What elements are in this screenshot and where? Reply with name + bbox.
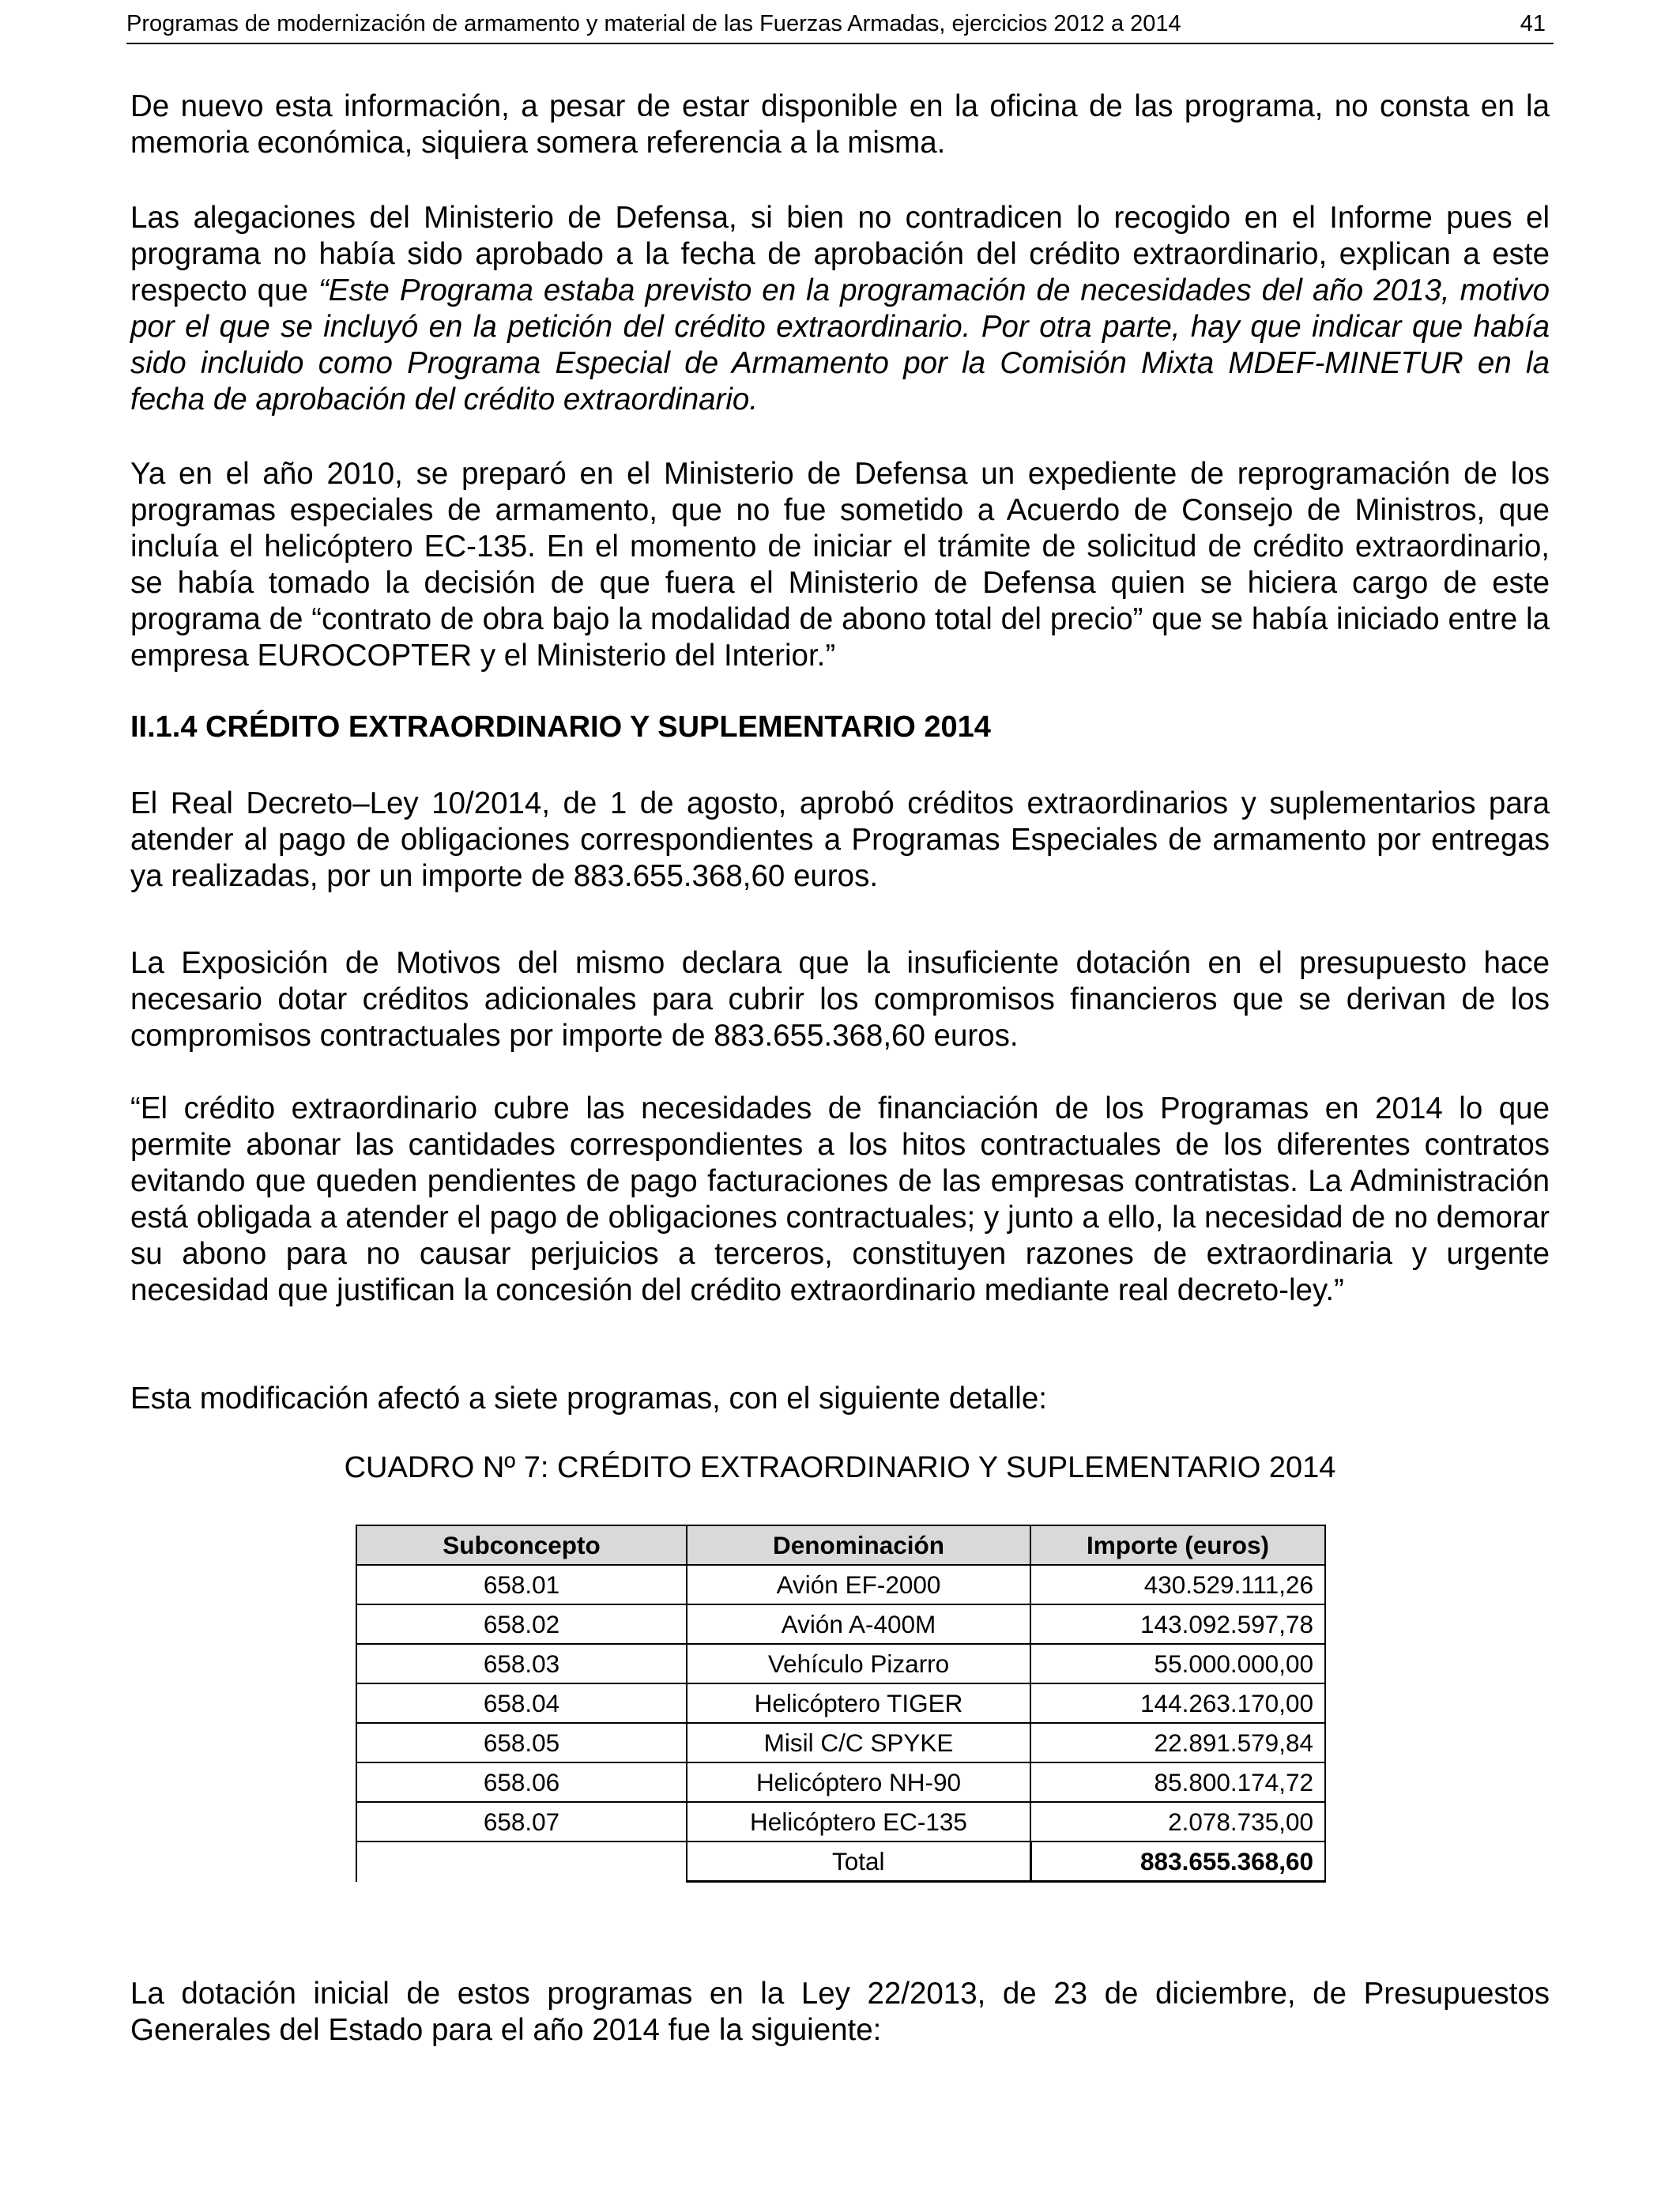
cell-importe: 143.092.597,78: [1030, 1604, 1325, 1644]
credit-table: [356, 1525, 1326, 1883]
table-row: [356, 1604, 1325, 1644]
cell-subconcepto: 658.02: [356, 1604, 687, 1644]
cell-denominacion: Avión EF-2000: [687, 1565, 1030, 1604]
cell-subconcepto: 658.05: [356, 1723, 687, 1762]
cell-subconcepto: 658.04: [356, 1683, 687, 1723]
paragraph-2: [130, 200, 1550, 418]
table-row: [356, 1644, 1325, 1683]
table-row: [356, 1565, 1325, 1604]
cell-importe: 55.000.000,00: [1030, 1644, 1325, 1683]
cell-subconcepto: 658.07: [356, 1802, 687, 1842]
paragraph-5: La Exposición de Motivos del mismo declara que la insuficiente dotación en el presupuesto hace necesario dotar créditos adicionales para cubrir los compromisos financieros que se derivan de los compromisos contractuales por importe de 883.655.368,60 euros.: [130, 946, 1550, 1053]
paragraph-2-normal: Las alegaciones del Ministerio de Defensa, si bien no contradicen lo recogido en el Informe pues el programa no había sido aprobado a la fecha de aprobación del crédito extraordinario, explican a este respecto que: [130, 201, 1550, 307]
section-heading: II.1.4 CRÉDITO EXTRAORDINARIO Y SUPLEMENTARIO 2014: [130, 711, 991, 744]
cell-importe: 144.263.170,00: [1030, 1683, 1325, 1723]
col-header-subconcepto: Subconcepto: [356, 1525, 687, 1565]
cell-denominacion: Vehículo Pizarro: [687, 1644, 1030, 1683]
table-header-row: [356, 1525, 1325, 1565]
cell-denominacion: Helicóptero EC-135: [687, 1802, 1030, 1842]
table-row: [356, 1762, 1325, 1802]
cell-importe: 2.078.735,00: [1030, 1802, 1325, 1842]
paragraph-7: Esta modificación afectó a siete programas, con el siguiente detalle:: [130, 1382, 1047, 1416]
cell-subconcepto: 658.06: [356, 1762, 687, 1802]
header-title: Programas de modernización de armamento y material de las Fuerzas Armadas, ejercicios 2012 a 2014: [126, 11, 1181, 36]
table-row: [356, 1683, 1325, 1723]
col-header-importe: Importe (euros): [1030, 1525, 1325, 1565]
table-row: [356, 1723, 1325, 1762]
cell-subconcepto: 658.03: [356, 1644, 687, 1683]
paragraph-1: De nuevo esta información, a pesar de estar disponible en la oficina de las programa, no consta en la memoria económica, siquiera somera referencia a la misma.: [130, 89, 1550, 160]
cell-denominacion: Avión A-400M: [687, 1604, 1030, 1644]
table-total-row: [356, 1842, 1325, 1882]
total-value: 883.655.368,60: [1030, 1842, 1325, 1882]
cell-denominacion: Misil C/C SPYKE: [687, 1723, 1030, 1762]
cell-denominacion: Helicóptero NH-90: [687, 1762, 1030, 1802]
cell-subconcepto: 658.01: [356, 1565, 687, 1604]
paragraph-3-quote: Ya en el año 2010, se preparó en el Ministerio de Defensa un expediente de reprogramación de los programas especiales de armamento, que no fue sometido a Acuerdo de Consejo de Ministros, que incluía el helicóptero EC-135. En el momento de iniciar el trámite de solicitud de crédito extraordinario, se había tomado la decisión de que fuera el Ministerio de Defensa quien se hiciera cargo de este programa de “contrato de obra bajo la modalidad de abono total del precio” que se había iniciado entre la empresa EUROCOPTER y el Ministerio del Interior.”: [130, 457, 1550, 673]
paragraph-6-quote: “El crédito extraordinario cubre las necesidades de financiación de los Programas en 2014 lo que permite abonar las cantidades correspondientes a los hitos contractuales de los diferentes contratos evitando que queden pendientes de pago facturaciones de las empresas contratistas. La Administración está obligada a atender el pago de obligaciones contractuales; y junto a ello, la necesidad de no demorar su abono para no causar perjuicios a terceros, constituyen razones de extraordinaria y urgente necesidad que justifican la concesión del crédito extraordinario mediante real decreto-ley.”: [130, 1091, 1550, 1307]
paragraph-2-quote: “Este Programa estaba previsto en la programación de necesidades del año 2013, motivo por el que se incluyó en la petición del crédito extraordinario. Por otra parte, hay que indicar que había sido incluido como Programa Especial de Armamento por la Comisión Mixta MDEF-MINETUR en la fecha de aprobación del crédito extraordinario.: [130, 273, 1550, 417]
table-caption: CUADRO Nº 7: CRÉDITO EXTRAORDINARIO Y SUPLEMENTARIO 2014: [344, 1451, 1336, 1484]
paragraph-4: El Real Decreto–Ley 10/2014, de 1 de agosto, aprobó créditos extraordinarios y suplementarios para atender al pago de obligaciones correspondientes a Programas Especiales de armamento por entregas ya realizadas, por un importe de 883.655.368,60 euros.: [130, 786, 1550, 893]
cell-importe: 85.800.174,72: [1030, 1762, 1325, 1802]
paragraph-8: La dotación inicial de estos programas en la Ley 22/2013, de 23 de diciembre, de Presupuestos Generales del Estado para el año 2014 fue la siguiente:: [130, 1977, 1550, 2047]
cell-denominacion: Helicóptero TIGER: [687, 1683, 1030, 1723]
table-row: [356, 1802, 1325, 1842]
cell-importe: 430.529.111,26: [1030, 1565, 1325, 1604]
total-blank-cell: [356, 1842, 687, 1882]
col-header-denominacion: Denominación: [687, 1525, 1030, 1565]
page-header: [126, 8, 1554, 44]
cell-importe: 22.891.579,84: [1030, 1723, 1325, 1762]
total-label: Total: [687, 1842, 1030, 1882]
page-number: 41: [1520, 11, 1546, 36]
